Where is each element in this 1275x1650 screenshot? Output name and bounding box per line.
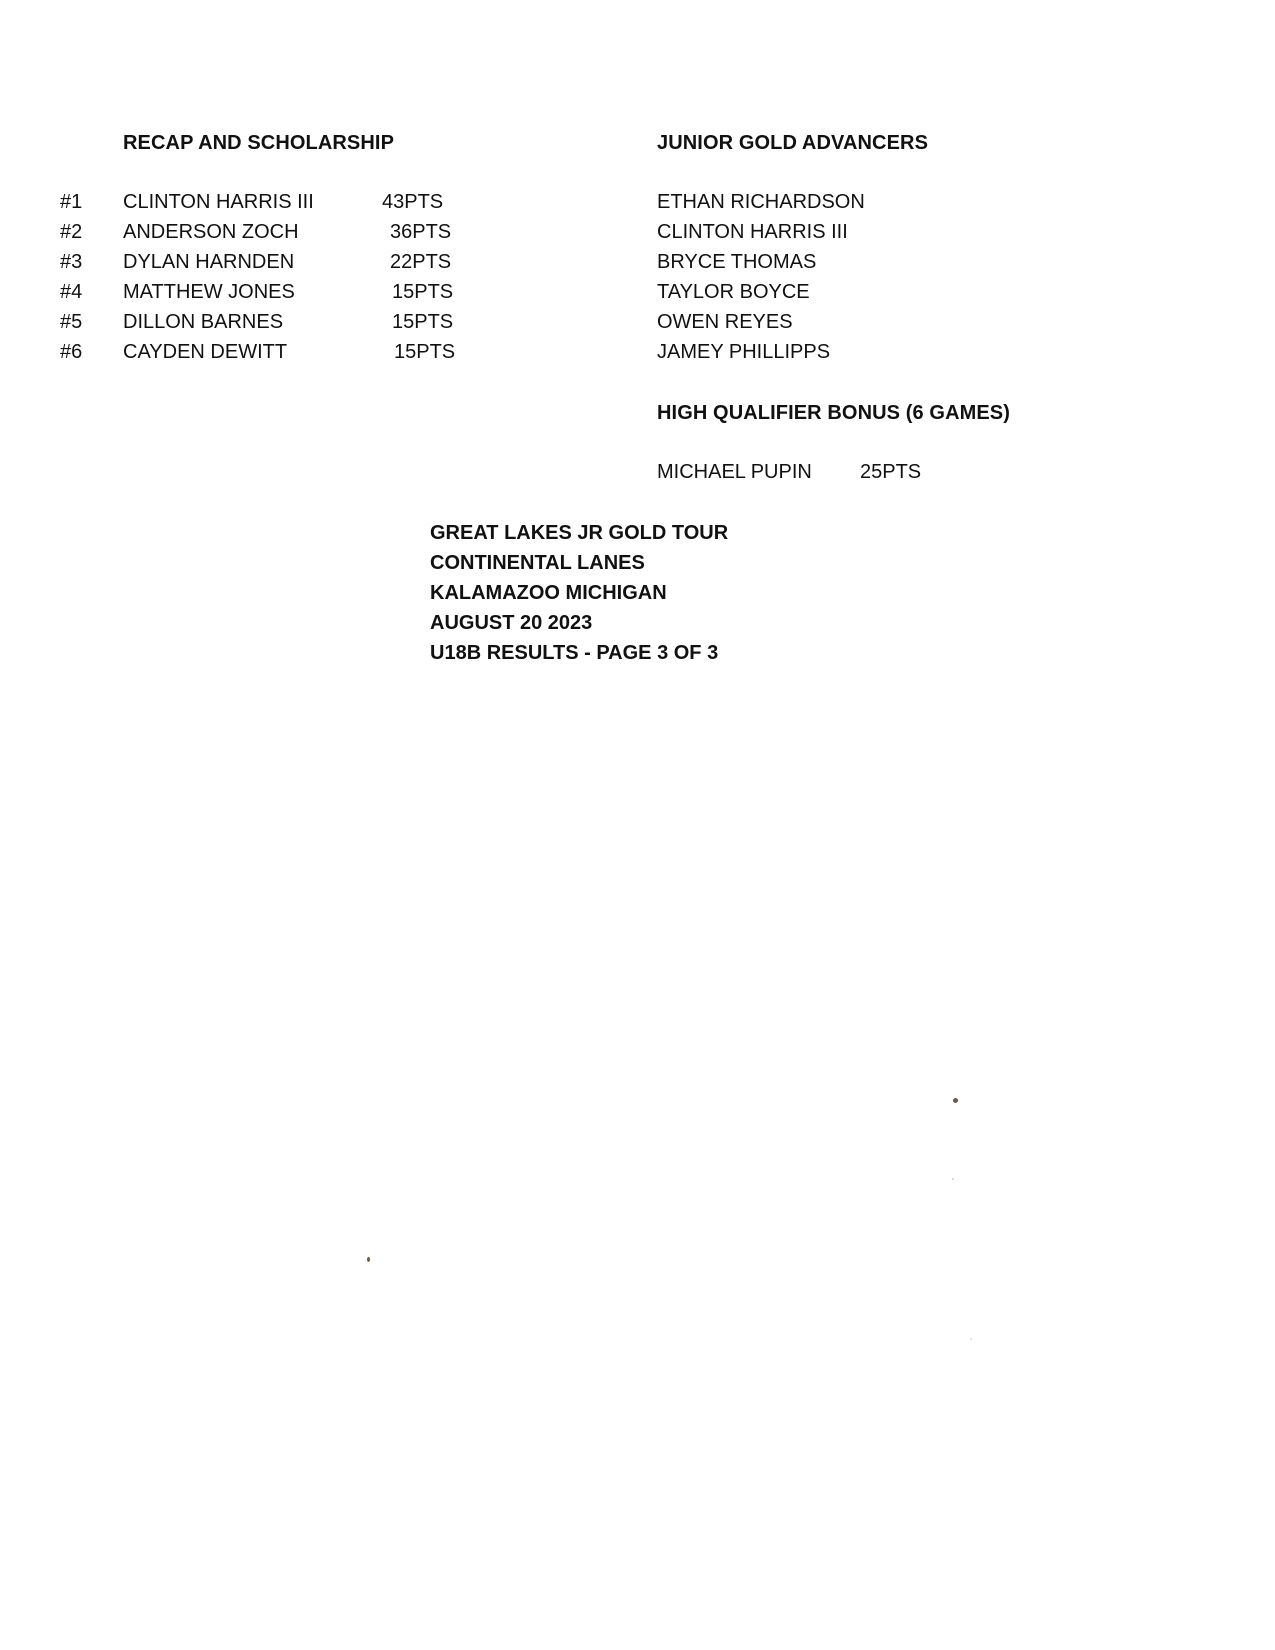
event-date: AUGUST 20 2023 xyxy=(430,612,593,634)
recap-name: ANDERSON ZOCH xyxy=(123,221,299,243)
advancer-name: CLINTON HARRIS III xyxy=(657,221,848,243)
recap-rank: #3 xyxy=(60,251,83,273)
tour-name: GREAT LAKES JR GOLD TOUR xyxy=(430,522,729,544)
recap-rank: #5 xyxy=(60,311,83,333)
advancer-row xyxy=(0,308,1275,336)
high-qualifier-name: MICHAEL PUPIN xyxy=(657,461,812,483)
recap-rank: #4 xyxy=(60,281,83,303)
advancer-name: TAYLOR BOYCE xyxy=(657,281,810,303)
recap-points: 15PTS xyxy=(392,311,454,333)
recap-points: 43PTS xyxy=(382,191,444,213)
recap-name: DYLAN HARNDEN xyxy=(123,251,295,273)
high-qualifier-heading: HIGH QUALIFIER BONUS (6 GAMES) xyxy=(657,402,1011,424)
recap-rank: #6 xyxy=(60,341,83,363)
venue-name: CONTINENTAL LANES xyxy=(430,552,645,574)
event-location: KALAMAZOO MICHIGAN xyxy=(430,582,667,604)
recap-points: 36PTS xyxy=(390,221,452,243)
advancers-heading: JUNIOR GOLD ADVANCERS xyxy=(657,132,929,154)
recap-points: 15PTS xyxy=(392,281,454,303)
recap-points: 22PTS xyxy=(390,251,452,273)
scan-speck xyxy=(953,1098,958,1103)
advancer-row xyxy=(0,218,1275,246)
recap-name: CAYDEN DEWITT xyxy=(123,341,288,363)
recap-points: 15PTS xyxy=(394,341,456,363)
advancer-row xyxy=(0,278,1275,306)
advancer-row xyxy=(0,188,1275,216)
advancer-row xyxy=(0,338,1275,366)
advancer-name: JAMEY PHILLIPPS xyxy=(657,341,831,363)
advancer-row xyxy=(0,248,1275,276)
recap-name: CLINTON HARRIS III xyxy=(123,191,314,213)
recap-heading: RECAP AND SCHOLARSHIP xyxy=(123,132,395,154)
advancer-name: ETHAN RICHARDSON xyxy=(657,191,865,213)
recap-rank: #2 xyxy=(60,221,83,243)
recap-name: DILLON BARNES xyxy=(123,311,284,333)
scan-speck xyxy=(367,1257,370,1262)
scan-speck xyxy=(970,1338,972,1340)
high-qualifier-row xyxy=(0,458,1275,486)
scan-speck xyxy=(952,1178,954,1180)
event-info xyxy=(430,518,728,668)
recap-name: MATTHEW JONES xyxy=(123,281,295,303)
advancer-name: BRYCE THOMAS xyxy=(657,251,817,273)
advancer-name: OWEN REYES xyxy=(657,311,793,333)
recap-rank: #1 xyxy=(60,191,83,213)
results-page: U18B RESULTS - PAGE 3 OF 3 xyxy=(430,642,719,664)
high-qualifier-points: 25PTS xyxy=(860,461,922,483)
